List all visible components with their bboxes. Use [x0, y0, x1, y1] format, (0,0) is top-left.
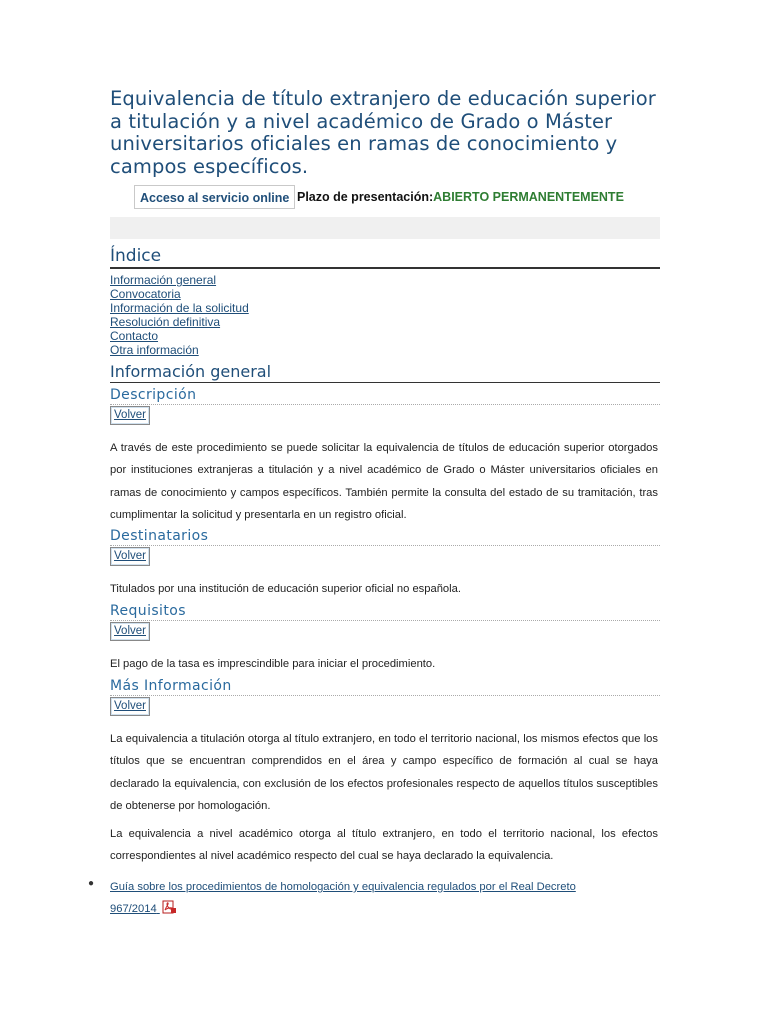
index-heading: Índice — [110, 246, 660, 269]
section-title-requisitos: Requisitos — [110, 603, 660, 621]
section-title-descripcion: Descripción — [110, 387, 660, 405]
pdf-icon — [162, 900, 177, 922]
back-button[interactable]: Volver — [110, 622, 150, 641]
submission-deadline — [297, 190, 624, 204]
index-link-contacto[interactable]: Contacto — [110, 329, 159, 343]
index-link-convocatoria[interactable]: Convocatoria — [110, 287, 181, 301]
back-button[interactable]: Volver — [110, 697, 150, 716]
online-service-button[interactable]: Acceso al servicio online — [134, 185, 295, 209]
destinatarios-text: Titulados por una institución de educación superior oficial no española. — [110, 583, 461, 595]
descripcion-text: A través de este procedimiento se puede solicitar la equivalencia de títulos de educación superior otorgados por instituciones extranjeras a titulación y a nivel académico de Grado o Máster universitarios oficiales en ramas de conocimiento y campos específicos. También permite la consulta del estado de su tramitación, tras cumplimentar la solicitud y presentarla en un registro oficial. — [110, 442, 658, 521]
index-link-general[interactable]: Información general — [110, 273, 217, 287]
guide-link-text[interactable]: Guía sobre los procedimientos de homologación y equivalencia regulados por el Real Decreto 967/2014 — [110, 881, 576, 916]
mas-info-text-1: La equivalencia a titulación otorga al título extranjero, en todo el territorio nacional, los mismos efectos que los títulos que se encuentran comprendidos en el área y campo específico de formación al cual se haya declarado la equivalencia, con exclusión de los efectos profesionales respecto de aquellos títulos susceptibles de obtenerse por homologación. — [110, 733, 658, 812]
guide-link[interactable] — [110, 876, 610, 923]
divider-bar — [110, 217, 660, 239]
list-bullet: ● — [88, 878, 95, 889]
section-title-destinatarios: Destinatarios — [110, 528, 660, 546]
requisitos-text: El pago de la tasa es imprescindible para iniciar el procedimiento. — [110, 658, 436, 670]
deadline-status: ABIERTO PERMANENTEMENTE — [433, 190, 624, 204]
back-button[interactable]: Volver — [110, 547, 150, 566]
page-title: Equivalencia de título extranjero de educación superior a titulación y a nivel académico de Grado o Máster universitarios oficiales en ramas de conocimiento y campos específicos. — [110, 87, 656, 178]
index-list — [110, 273, 249, 357]
mas-info-text-2: La equivalencia a nivel académico otorga al título extranjero, en todo el territorio nacional, los efectos correspondientes al nivel académico respecto del cual se haya declarado la equivalencia. — [110, 828, 658, 863]
general-info-heading: Información general — [110, 362, 660, 383]
back-button[interactable]: Volver — [110, 406, 150, 425]
index-link-resolucion[interactable]: Resolución definitiva — [110, 315, 221, 329]
index-link-otra[interactable]: Otra información — [110, 343, 199, 357]
deadline-label: Plazo de presentación: — [297, 190, 434, 204]
index-link-solicitud[interactable]: Información de la solicitud — [110, 301, 249, 315]
section-title-mas-informacion: Más Información — [110, 678, 660, 696]
